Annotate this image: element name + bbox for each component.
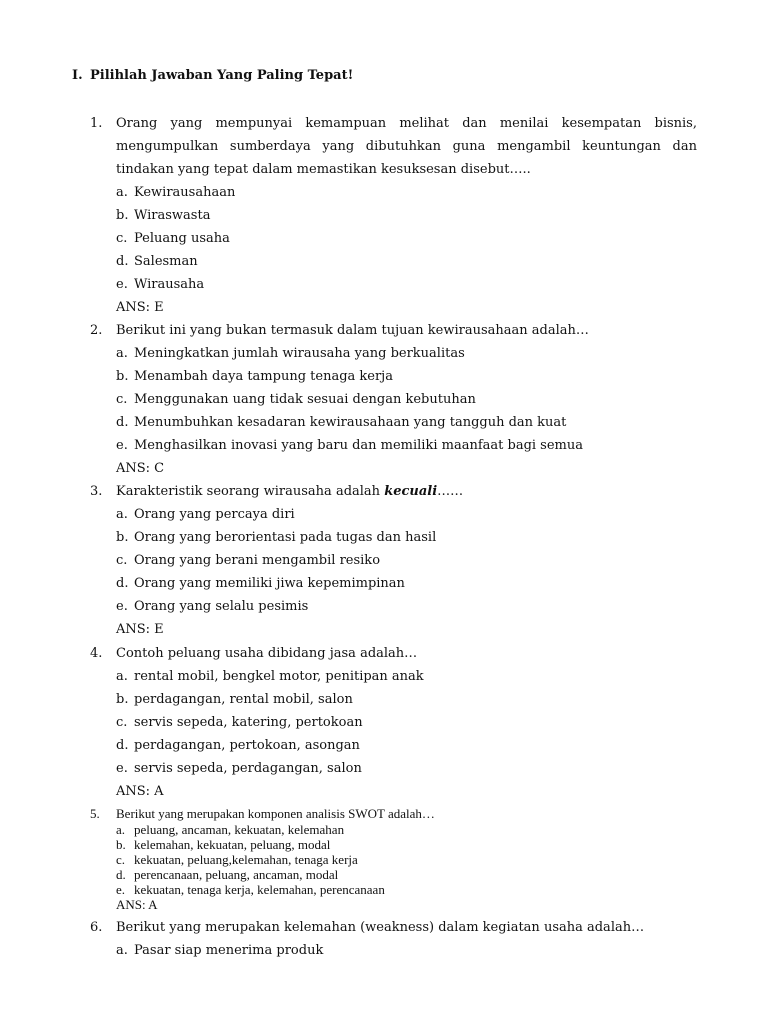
- question-number: 3.: [90, 484, 103, 499]
- question-text: Contoh peluang usaha dibidang jasa adalah…: [116, 646, 418, 661]
- option-e: e. Orang yang selalu pesimis: [116, 599, 309, 614]
- question-6: [90, 916, 697, 962]
- answer-key: ANS: A: [116, 897, 158, 912]
- option-e: e. servis sepeda, perdagangan, salon: [116, 761, 362, 776]
- option-list: [90, 822, 697, 897]
- option-b: b. perdagangan, rental mobil, salon: [116, 692, 353, 707]
- option-d: d. perdagangan, pertokoan, asongan: [116, 738, 360, 753]
- question-1: [90, 112, 697, 319]
- option-b: b. Orang yang berorientasi pada tugas dan hasil: [116, 530, 437, 545]
- option-c: c. servis sepeda, katering, pertokoan: [116, 715, 363, 730]
- option-d: d. Orang yang memiliki jiwa kepemimpinan: [116, 576, 405, 591]
- question-number: 4.: [90, 646, 103, 661]
- question-number: 1.: [90, 116, 103, 131]
- answer-key: ANS: E: [116, 300, 164, 315]
- option-d: d. Menumbuhkan kesadaran kewirausahaan yang tangguh dan kuat: [116, 415, 567, 430]
- question-number: 5.: [90, 806, 100, 821]
- option-e: e. kekuatan, tenaga kerja, kelemahan, perencanaan: [116, 882, 385, 897]
- question-5: [90, 806, 697, 912]
- question-2: [90, 319, 697, 480]
- option-a: a. Kewirausahaan: [116, 185, 236, 200]
- option-list: [90, 939, 697, 962]
- option-b: b. Wiraswasta: [116, 208, 211, 223]
- option-e: e. Wirausaha: [116, 277, 205, 292]
- option-list: [90, 503, 697, 618]
- question-text: Karakteristik seorang wirausaha adalah kecuali……: [116, 484, 464, 499]
- option-a: a. peluang, ancaman, kekuatan, kelemahan: [116, 822, 345, 837]
- question-text: Orang yang mempunyai kemampuan melihat dan menilai kesempatan bisnis, mengumpulkan sumberdaya yang dibutuhkan guna mengambil keuntungan dan tindakan yang tepat dalam memastikan kesuksesan disebut…..: [116, 116, 697, 177]
- option-d: d. Salesman: [116, 254, 198, 269]
- section-number: I.: [72, 68, 83, 83]
- option-b: b. Menambah daya tampung tenaga kerja: [116, 369, 393, 384]
- answer-key: ANS: A: [116, 784, 164, 799]
- section-title-text: Pilihlah Jawaban Yang Paling Tepat!: [90, 68, 354, 83]
- answer-key: ANS: E: [116, 622, 164, 637]
- option-e: e. Menghasilkan inovasi yang baru dan memiliki maanfaat bagi semua: [116, 438, 584, 453]
- question-number: 2.: [90, 323, 103, 338]
- option-b: b. kelemahan, kekuatan, peluang, modal: [116, 837, 331, 852]
- section-title: [72, 68, 353, 83]
- option-a: a. Meningkatkan jumlah wirausaha yang berkualitas: [116, 346, 465, 361]
- question-text: Berikut yang merupakan kelemahan (weakness) dalam kegiatan usaha adalah…: [116, 920, 645, 935]
- option-a: a. Orang yang percaya diri: [116, 507, 295, 522]
- option-c: c. Peluang usaha: [116, 231, 230, 246]
- option-c: c. Menggunakan uang tidak sesuai dengan kebutuhan: [116, 392, 476, 407]
- option-d: d. perencanaan, peluang, ancaman, modal: [116, 867, 339, 882]
- question-text: Berikut ini yang bukan termasuk dalam tujuan kewirausahaan adalah…: [116, 323, 589, 338]
- option-a: a. Pasar siap menerima produk: [116, 943, 324, 958]
- option-c: c. kekuatan, peluang,kelemahan, tenaga kerja: [116, 852, 358, 867]
- option-a: a. rental mobil, bengkel motor, penitipan anak: [116, 669, 424, 684]
- answer-key: ANS: C: [116, 461, 165, 476]
- option-c: c. Orang yang berani mengambil resiko: [116, 553, 381, 568]
- question-3: [90, 480, 697, 641]
- question-4: [90, 642, 697, 803]
- option-list: [90, 181, 697, 296]
- question-number: 6.: [90, 920, 103, 935]
- option-list: [90, 342, 697, 457]
- question-text: Berikut yang merupakan komponen analisis SWOT adalah…: [116, 806, 435, 821]
- emphasis-word: kecuali: [384, 484, 438, 499]
- option-list: [90, 665, 697, 780]
